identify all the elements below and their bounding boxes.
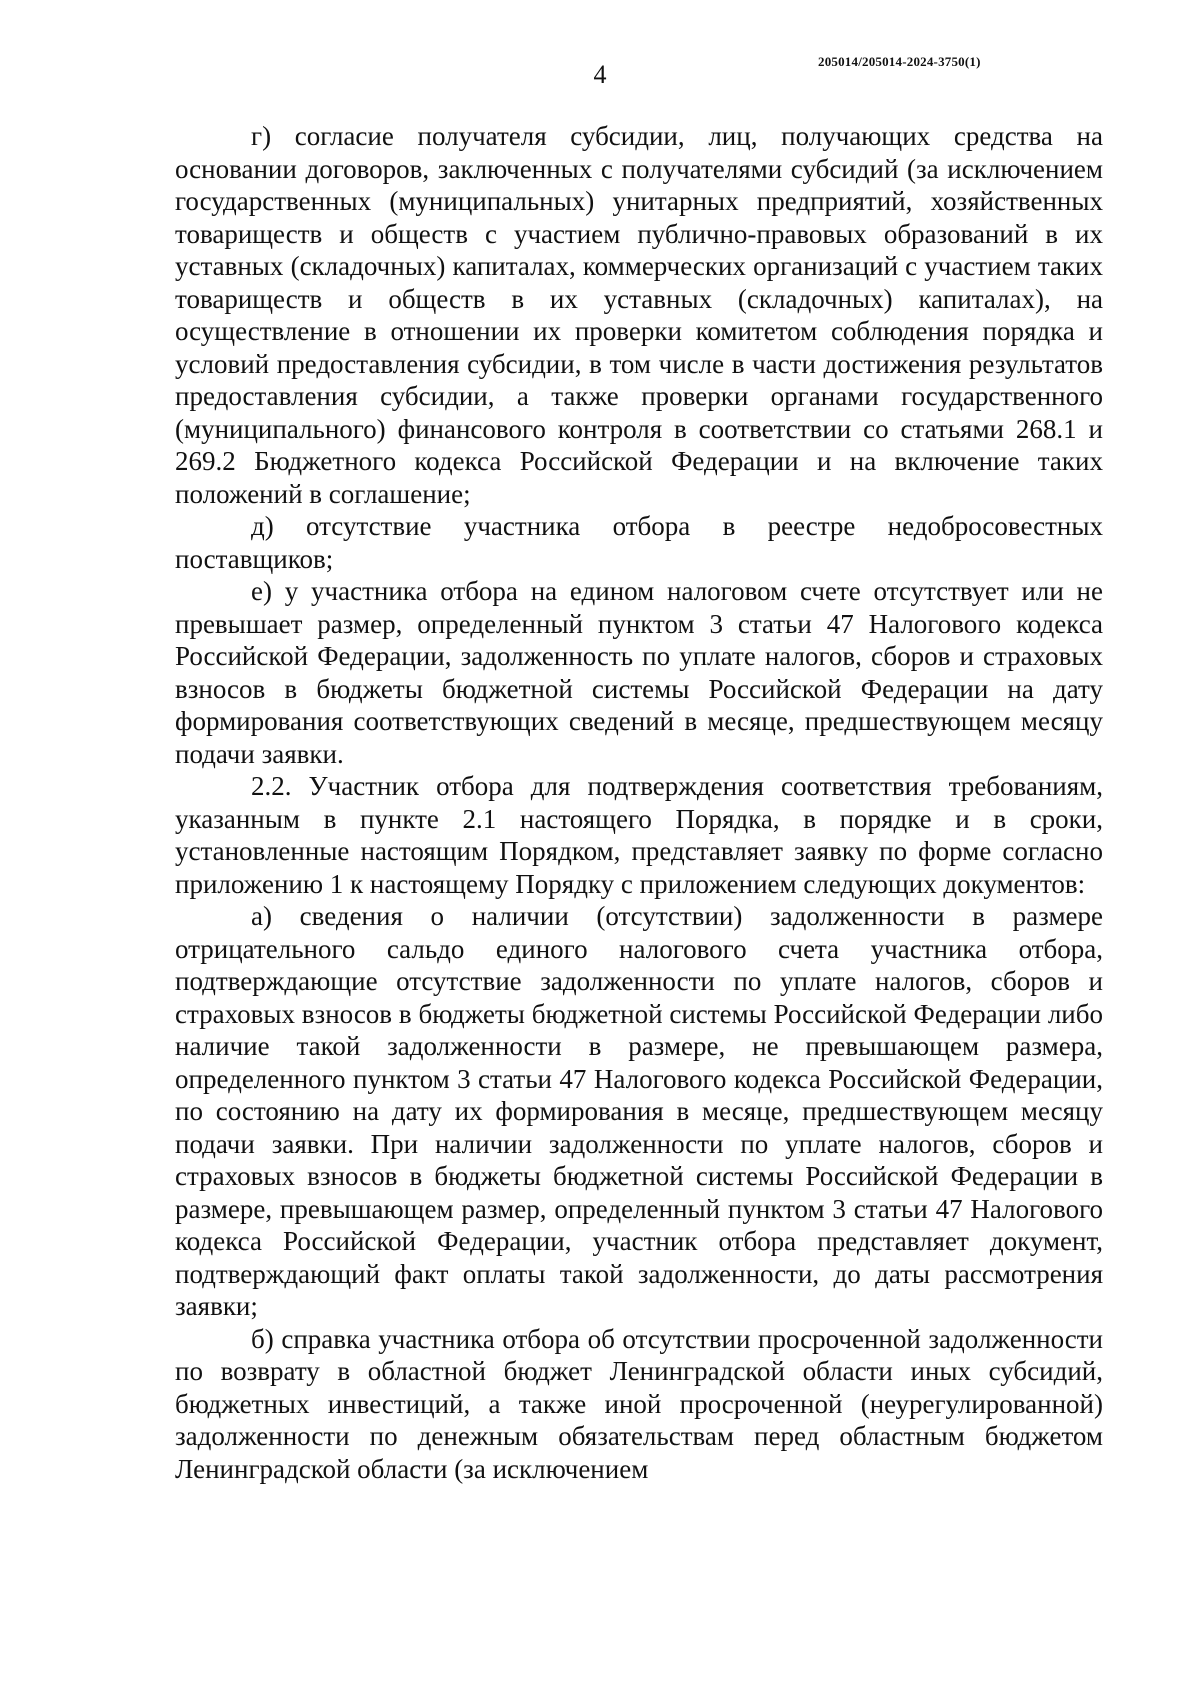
paragraph-section-2-2: 2.2. Участник отбора для подтверждения соответствия требованиям, указанным в пункте 2.1 настоящего Порядка, в порядке и в сроки, установленные настоящим Порядком, представляет заявку по форме согласно приложению 1 к настоящему Порядку с приложением следующих документов: xyxy=(175,771,1103,899)
paragraph-consent-g: г) согласие получателя субсидии, лиц, получающих средства на основании договоров, заключенных с получателями субсидий (за исключением государственных (муниципальных) унитарных предприятий, хозяйственных товариществ и обществ с участием публично-правовых образований в их уставных (складочных) капиталах, коммерческих организаций с участием таких товариществ и обществ в их уставных (складочных) капиталах), на осуществление в отношении их проверки комитетом соблюдения порядка и условий предоставления субсидии, в том числе в части достижения результатов предоставления субсидии, а также проверки органами государственного (муниципального) финансового контроля в соответствии со статьями 268.1 и 269.2 Бюджетного кодекса Российской Федерации и на включение таких положений в соглашение; xyxy=(175,121,1103,509)
paragraph-certificate-b: б) справка участника отбора об отсутствии просроченной задолженности по возврату в областной бюджет Ленинградской области иных субсидий, бюджетных инвестиций, а также иной просроченной (неурегулированной) задолженности по денежным обязательствам перед областным бюджетом Ленинградской области (за исключением xyxy=(175,1323,1103,1484)
page-number: 4 xyxy=(593,60,607,89)
document-body xyxy=(175,120,1103,1485)
paragraph-registry-d: д) отсутствие участника отбора в реестре недобросовестных поставщиков; xyxy=(175,511,1103,574)
paragraph-info-a: а) сведения о наличии (отсутствии) задолженности в размере отрицательного сальдо единого налогового счета участника отбора, подтверждающие отсутствие задолженности по уплате налогов, сборов и страховых взносов в бюджеты бюджетной системы Российской Федерации либо наличие такой задолженности в размере, не превышающем размера, определенного пунктом 3 статьи 47 Налогового кодекса Российской Федерации, по состоянию на дату их формирования в месяце, предшествующем месяцу подачи заявки. При наличии задолженности по уплате налогов, сборов и страховых взносов в бюджеты бюджетной системы Российской Федерации в размере, превышающем размер, определенный пунктом 3 статьи 47 Налогового кодекса Российской Федерации, участник отбора представляет документ, подтверждающий факт оплаты такой задолженности, до даты рассмотрения заявки; xyxy=(175,901,1103,1321)
document-id: 205014/205014-2024-3750(1) xyxy=(818,54,981,69)
paragraph-tax-e: е) у участника отбора на едином налоговом счете отсутствует или не превышает размер, определенный пунктом 3 статьи 47 Налогового кодекса Российской Федерации, задолженность по уплате налогов, сборов и страховых взносов в бюджеты бюджетной системы Российской Федерации на дату формирования соответствующих сведений в месяце, предшествующем месяцу подачи заявки. xyxy=(175,576,1103,769)
